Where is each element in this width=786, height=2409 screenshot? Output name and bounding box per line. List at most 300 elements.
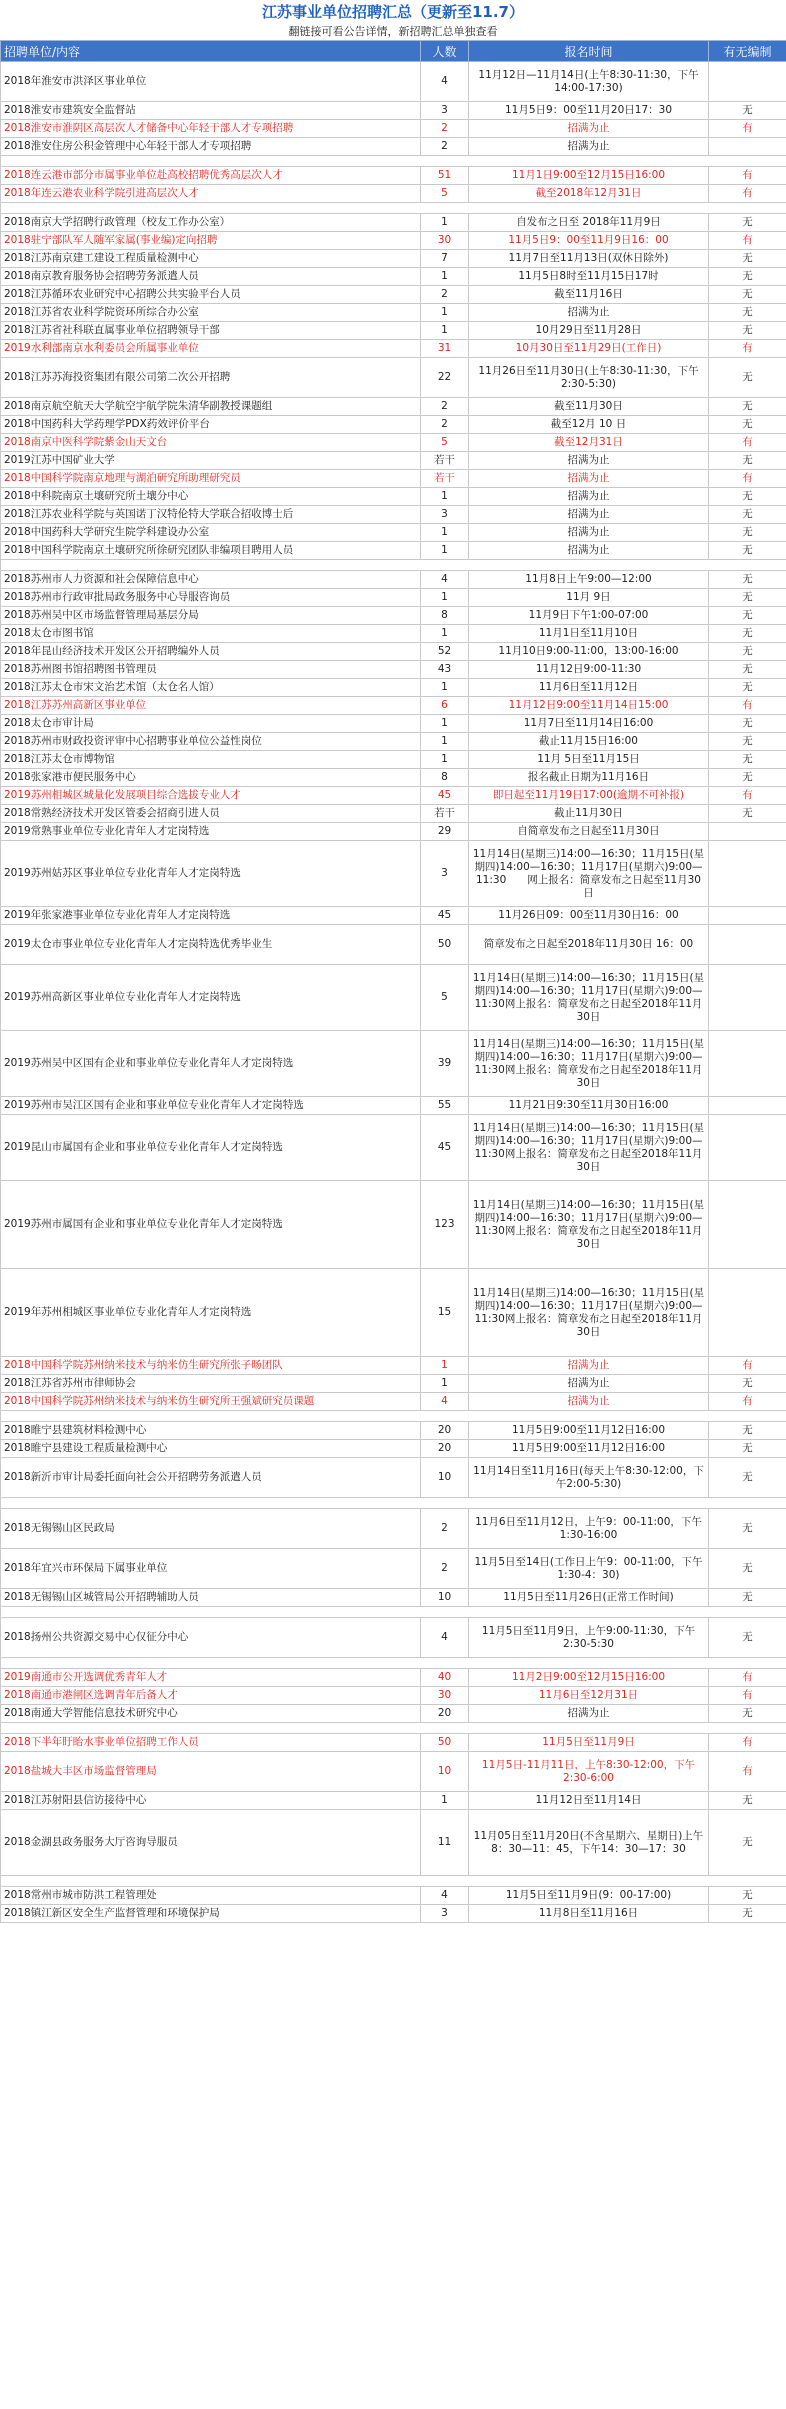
table-row: [1, 524, 786, 542]
table-row: [1, 1887, 786, 1905]
cell-bianzhi: 无: [709, 1792, 786, 1810]
cell-bianzhi: 无: [709, 452, 786, 470]
cell-time: 招满为止: [469, 1375, 709, 1393]
cell-time: 11月1日至11月10日: [469, 625, 709, 643]
table-row: [1, 787, 786, 805]
table-row: [1, 1705, 786, 1723]
cell-count: 1: [421, 304, 469, 322]
cell-bianzhi: 有: [709, 1687, 786, 1705]
cell-time: 11月 5日至11月15日: [469, 751, 709, 769]
table-body: [1, 62, 786, 1923]
cell-unit: 2018扬州公共资源交易中心仅征分中心: [1, 1618, 421, 1658]
cell-count: 1: [421, 524, 469, 542]
cell-time: 招满为止: [469, 452, 709, 470]
cell-count: 10: [421, 1589, 469, 1607]
table-row: [1, 769, 786, 787]
cell-count: 5: [421, 185, 469, 203]
cell-time: 11月8日上午9:00—12:00: [469, 571, 709, 589]
cell-unit: 2019苏州高新区事业单位专业化青年人才定岗特选: [1, 965, 421, 1031]
cell-bianzhi: 无: [709, 214, 786, 232]
cell-count: 1: [421, 214, 469, 232]
table-row: [1, 1440, 786, 1458]
cell-bianzhi: [709, 965, 786, 1031]
cell-time: 11月9日下午1:00-07:00: [469, 607, 709, 625]
table-header-row: [1, 41, 786, 62]
cell-bianzhi: 无: [709, 250, 786, 268]
cell-bianzhi: 无: [709, 1810, 786, 1876]
cell-bianzhi: 有: [709, 697, 786, 715]
cell-count: 43: [421, 661, 469, 679]
cell-bianzhi: 无: [709, 607, 786, 625]
cell-time: 11月26日09：00至11月30日16：00: [469, 907, 709, 925]
table-row: [1, 488, 786, 506]
separator-cell: [1, 1607, 786, 1618]
cell-count: 若干: [421, 805, 469, 823]
cell-unit: 2018镇江新区安全生产监督管理和环境保护局: [1, 1905, 421, 1923]
cell-time: 招满为止: [469, 138, 709, 156]
cell-count: 2: [421, 1549, 469, 1589]
cell-unit: 2018江苏省农业科学院资环所综合办公室: [1, 304, 421, 322]
cell-bianzhi: 无: [709, 625, 786, 643]
cell-time: 招满为止: [469, 120, 709, 138]
cell-count: 55: [421, 1097, 469, 1115]
cell-count: 3: [421, 102, 469, 120]
cell-count: 4: [421, 62, 469, 102]
cell-unit: 2018江苏省社科联直属事业单位招聘领导干部: [1, 322, 421, 340]
cell-bianzhi: [709, 841, 786, 907]
cell-count: 7: [421, 250, 469, 268]
cell-time: 11月5日至14日(工作日上午9：00-11:00，下午1:30-4：30): [469, 1549, 709, 1589]
cell-unit: 2018下半年盱眙水事业单位招聘工作人员: [1, 1734, 421, 1752]
cell-bianzhi: 无: [709, 1618, 786, 1658]
cell-unit: 2018中国科学院苏州纳米技术与纳米仿生研究所王强斌研究员课题: [1, 1393, 421, 1411]
cell-count: 2: [421, 286, 469, 304]
cell-unit: 2018中国药科大学研究生院学科建设办公室: [1, 524, 421, 542]
cell-count: 123: [421, 1181, 469, 1269]
cell-time: 11月14日至11月16日(每天上午8:30-12:00，下午2:00-5:30): [469, 1458, 709, 1498]
table-row: [1, 232, 786, 250]
separator-cell: [1, 203, 786, 214]
cell-bianzhi: 无: [709, 102, 786, 120]
separator-cell: [1, 1723, 786, 1734]
table-row: [1, 1115, 786, 1181]
cell-bianzhi: 有: [709, 232, 786, 250]
cell-bianzhi: 无: [709, 715, 786, 733]
cell-bianzhi: 有: [709, 1393, 786, 1411]
table-row: [1, 322, 786, 340]
table-row: [1, 250, 786, 268]
table-row: [1, 1375, 786, 1393]
cell-count: 51: [421, 167, 469, 185]
cell-count: 1: [421, 1357, 469, 1375]
cell-unit: 2018太仓市图书馆: [1, 625, 421, 643]
table-separator-row: [1, 1498, 786, 1509]
cell-unit: 2018江苏南京建工建设工程质量检测中心: [1, 250, 421, 268]
cell-unit: 2018江苏太仓市宋文治艺术馆（太仓名人馆）: [1, 679, 421, 697]
cell-unit: 2019苏州相城区城量化发展项目综合选拔专业人才: [1, 787, 421, 805]
separator-cell: [1, 156, 786, 167]
cell-time: 招满为止: [469, 1393, 709, 1411]
table-row: [1, 542, 786, 560]
cell-unit: 2018南京教育服务协会招聘劳务派遣人员: [1, 268, 421, 286]
table-row: [1, 268, 786, 286]
table-row: [1, 506, 786, 524]
cell-time: 11月6日至11月12日，上午9：00-11:00，下午1:30-16:00: [469, 1509, 709, 1549]
cell-count: 1: [421, 542, 469, 560]
table-row: [1, 1181, 786, 1269]
separator-cell: [1, 1658, 786, 1669]
cell-unit: 2018苏州吴中区市场监督管理局基层分局: [1, 607, 421, 625]
cell-bianzhi: 无: [709, 643, 786, 661]
cell-bianzhi: 无: [709, 268, 786, 286]
cell-time: 11月5日-11月11日，上午8:30-12:00，下午2:30-6:00: [469, 1752, 709, 1792]
cell-time: 11月10日9:00-11:00，13:00-16:00: [469, 643, 709, 661]
cell-time: 招满为止: [469, 304, 709, 322]
cell-time: 截至11月30日: [469, 398, 709, 416]
cell-bianzhi: 无: [709, 1887, 786, 1905]
cell-bianzhi: [709, 823, 786, 841]
table-row: [1, 1269, 786, 1357]
cell-count: 1: [421, 715, 469, 733]
recruitment-table: [0, 40, 786, 1923]
column-header-unit: 招聘单位/内容: [1, 41, 421, 62]
cell-bianzhi: [709, 1269, 786, 1357]
cell-time: 报名截止日期为11月16日: [469, 769, 709, 787]
cell-count: 3: [421, 841, 469, 907]
cell-count: 39: [421, 1031, 469, 1097]
cell-unit: 2019江苏中国矿业大学: [1, 452, 421, 470]
table-row: [1, 1734, 786, 1752]
cell-count: 1: [421, 1375, 469, 1393]
table-row: [1, 214, 786, 232]
table-row: [1, 1458, 786, 1498]
cell-unit: 2018常熟经济技术开发区管委会招商引进人员: [1, 805, 421, 823]
cell-time: 11月5日至11月9日，上午9:00-11:30，下午2:30-5:30: [469, 1618, 709, 1658]
cell-count: 40: [421, 1669, 469, 1687]
column-header-time: 报名时间: [469, 41, 709, 62]
table-row: [1, 1589, 786, 1607]
cell-time: 招满为止: [469, 488, 709, 506]
cell-unit: 2018苏州市人力资源和社会保障信息中心: [1, 571, 421, 589]
table-row: [1, 1687, 786, 1705]
cell-bianzhi: [709, 1181, 786, 1269]
cell-count: 1: [421, 1792, 469, 1810]
cell-unit: 2019苏州姑苏区事业单位专业化青年人才定岗特选: [1, 841, 421, 907]
cell-unit: 2019苏州吴中区国有企业和事业单位专业化青年人才定岗特选: [1, 1031, 421, 1097]
table-row: [1, 1509, 786, 1549]
cell-count: 2: [421, 398, 469, 416]
cell-time: 即日起至11月19日17:00(逾期不可补报): [469, 787, 709, 805]
cell-time: 11月5日至11月26日(正常工作时间): [469, 1589, 709, 1607]
table-row: [1, 715, 786, 733]
cell-time: 截至2018年12月31日: [469, 185, 709, 203]
cell-unit: 2018江苏射阳县信访接待中心: [1, 1792, 421, 1810]
cell-time: 11月5日8时至11月15日17时: [469, 268, 709, 286]
table-row: [1, 1810, 786, 1876]
cell-time: 11月14日(星期三)14:00—16:30；11月15日(星期四)14:00—16:30；11月17日(星期六)9:00—11:30网上报名：简章发布之日起至2018年11月30日: [469, 1115, 709, 1181]
cell-unit: 2018南京航空航天大学航空宇航学院朱清华副教授课题组: [1, 398, 421, 416]
cell-count: 2: [421, 120, 469, 138]
cell-time: 11月5日9:00至11月12日16:00: [469, 1440, 709, 1458]
cell-bianzhi: 无: [709, 751, 786, 769]
table-separator-row: [1, 203, 786, 214]
cell-count: 若干: [421, 452, 469, 470]
cell-unit: 2019南通市公开选调优秀青年人才: [1, 1669, 421, 1687]
table-separator-row: [1, 1876, 786, 1887]
cell-time: 11月7日至11月14日16:00: [469, 715, 709, 733]
cell-unit: 2018江苏农业科学院与英国诺丁汉特伦特大学联合招收博士后: [1, 506, 421, 524]
cell-bianzhi: 有: [709, 1669, 786, 1687]
separator-cell: [1, 1411, 786, 1422]
cell-time: 招满为止: [469, 1705, 709, 1723]
cell-unit: 2018中国科学院苏州纳米技术与纳米仿生研究所张子旸团队: [1, 1357, 421, 1375]
table-row: [1, 1549, 786, 1589]
cell-bianzhi: 无: [709, 416, 786, 434]
cell-count: 1: [421, 679, 469, 697]
table-row: [1, 358, 786, 398]
cell-bianzhi: 无: [709, 1422, 786, 1440]
cell-time: 10月29日至11月28日: [469, 322, 709, 340]
cell-bianzhi: 有: [709, 1752, 786, 1792]
table-row: [1, 625, 786, 643]
table-row: [1, 643, 786, 661]
cell-time: 11月12日—11月14日(上午8:30-11:30，下午14:00-17:30): [469, 62, 709, 102]
cell-time: 11月8日至11月16日: [469, 1905, 709, 1923]
cell-count: 20: [421, 1440, 469, 1458]
cell-time: 11月6日至12月31日: [469, 1687, 709, 1705]
cell-count: 5: [421, 434, 469, 452]
cell-count: 50: [421, 1734, 469, 1752]
table-separator-row: [1, 1411, 786, 1422]
table-row: [1, 571, 786, 589]
page-title: 江苏事业单位招聘汇总（更新至11.7）: [261, 3, 524, 21]
table-row: [1, 1752, 786, 1792]
separator-cell: [1, 1876, 786, 1887]
cell-time: 截止11月15日16:00: [469, 733, 709, 751]
table-row: [1, 167, 786, 185]
cell-unit: 2018苏州图书馆招聘图书管理员: [1, 661, 421, 679]
cell-unit: 2019年苏州相城区事业单位专业化青年人才定岗特选: [1, 1269, 421, 1357]
cell-time: 自发布之日至 2018年11月9日: [469, 214, 709, 232]
cell-time: 招满为止: [469, 470, 709, 488]
table-row: [1, 805, 786, 823]
cell-bianzhi: 无: [709, 589, 786, 607]
separator-cell: [1, 1498, 786, 1509]
cell-time: 11月5日9：00至11月20日17：30: [469, 102, 709, 120]
cell-time: 招满为止: [469, 524, 709, 542]
cell-time: 11月14日(星期三)14:00—16:30；11月15日(星期四)14:00—16:30；11月17日(星期六)9:00—11:30网上报名：简章发布之日起至2018年11月30日: [469, 1031, 709, 1097]
cell-count: 1: [421, 625, 469, 643]
cell-count: 6: [421, 697, 469, 715]
table-row: [1, 1357, 786, 1375]
cell-unit: 2018中国科学院南京土壤研究所徐研究团队非编项目聘用人员: [1, 542, 421, 560]
table-row: [1, 589, 786, 607]
cell-unit: 2018江苏苏海投资集团有限公司第二次公开招聘: [1, 358, 421, 398]
column-header-count: 人数: [421, 41, 469, 62]
cell-bianzhi: [709, 1097, 786, 1115]
table-row: [1, 452, 786, 470]
table-row: [1, 607, 786, 625]
cell-unit: 2018南通大学智能信息技术研究中心: [1, 1705, 421, 1723]
cell-time: 11月5日9:00至11月12日16:00: [469, 1422, 709, 1440]
cell-unit: 2018张家港市便民服务中心: [1, 769, 421, 787]
cell-bianzhi: 无: [709, 805, 786, 823]
cell-unit: 2018中科院南京土壤研究所土壤分中心: [1, 488, 421, 506]
cell-time: 11月5日9：00至11月9日16：00: [469, 232, 709, 250]
table-row: [1, 1393, 786, 1411]
cell-count: 2: [421, 1509, 469, 1549]
table-row: [1, 907, 786, 925]
cell-time: 11月 9日: [469, 589, 709, 607]
cell-time: 11月6日至11月12日: [469, 679, 709, 697]
cell-bianzhi: 有: [709, 120, 786, 138]
cell-bianzhi: 无: [709, 679, 786, 697]
cell-bianzhi: [709, 925, 786, 965]
cell-count: 22: [421, 358, 469, 398]
cell-time: 招满为止: [469, 506, 709, 524]
table-row: [1, 398, 786, 416]
cell-count: 若干: [421, 470, 469, 488]
table-row: [1, 102, 786, 120]
cell-count: 3: [421, 506, 469, 524]
table-row: [1, 751, 786, 769]
cell-time: 11月2日9:00至12月15日16:00: [469, 1669, 709, 1687]
cell-count: 1: [421, 733, 469, 751]
cell-unit: 2018苏州市财政投资评审中心招聘事业单位公益性岗位: [1, 733, 421, 751]
table-row: [1, 1792, 786, 1810]
table-row: [1, 1618, 786, 1658]
cell-unit: 2018睢宁县建设工程质量检测中心: [1, 1440, 421, 1458]
cell-time: 自简章发布之日起至11月30日: [469, 823, 709, 841]
cell-bianzhi: 有: [709, 340, 786, 358]
cell-unit: 2018江苏太仓市博物馆: [1, 751, 421, 769]
cell-count: 1: [421, 589, 469, 607]
cell-unit: 2019常熟事业单位专业化青年人才定岗特选: [1, 823, 421, 841]
cell-time: 11月5日至11月9日: [469, 1734, 709, 1752]
cell-unit: 2019昆山市属国有企业和事业单位专业化青年人才定岗特选: [1, 1115, 421, 1181]
cell-count: 5: [421, 965, 469, 1031]
cell-count: 29: [421, 823, 469, 841]
table-row: [1, 965, 786, 1031]
cell-bianzhi: 有: [709, 167, 786, 185]
cell-unit: 2018新沂市审计局委托面向社会公开招聘劳务派遣人员: [1, 1458, 421, 1498]
cell-bianzhi: 有: [709, 185, 786, 203]
cell-time: 截至12月 10 日: [469, 416, 709, 434]
cell-time: 截止11月30日: [469, 805, 709, 823]
cell-bianzhi: 无: [709, 398, 786, 416]
cell-bianzhi: 有: [709, 1357, 786, 1375]
cell-time: 11月14日(星期三)14:00—16:30；11月15日(星期四)14:00—16:30；11月17日(星期六)9:00—11:30 网上报名：简章发布之日起至11月30日: [469, 841, 709, 907]
cell-count: 3: [421, 1905, 469, 1923]
cell-unit: 2018淮安市建筑安全监督站: [1, 102, 421, 120]
cell-count: 45: [421, 787, 469, 805]
table-separator-row: [1, 1607, 786, 1618]
cell-count: 4: [421, 571, 469, 589]
cell-count: 4: [421, 1393, 469, 1411]
cell-unit: 2018常州市城市防洪工程管理处: [1, 1887, 421, 1905]
cell-bianzhi: 无: [709, 1440, 786, 1458]
table-row: [1, 416, 786, 434]
cell-count: 4: [421, 1618, 469, 1658]
cell-time: 截至11月16日: [469, 286, 709, 304]
cell-unit: 2018金湖县政务服务大厅咨询导服员: [1, 1810, 421, 1876]
cell-time: 简章发布之日起至2018年11月30日 16：00: [469, 925, 709, 965]
table-row: [1, 304, 786, 322]
cell-unit: 2018年宜兴市环保局下属事业单位: [1, 1549, 421, 1589]
cell-bianzhi: 无: [709, 733, 786, 751]
cell-bianzhi: 无: [709, 1549, 786, 1589]
cell-unit: 2018年连云港农业科学院引进高层次人才: [1, 185, 421, 203]
cell-bianzhi: 有: [709, 787, 786, 805]
table-separator-row: [1, 156, 786, 167]
table-separator-row: [1, 1723, 786, 1734]
table-row: [1, 1422, 786, 1440]
cell-unit: 2018南京大学招聘行政管理（校友工作办公室）: [1, 214, 421, 232]
cell-count: 10: [421, 1458, 469, 1498]
cell-count: 8: [421, 769, 469, 787]
cell-unit: 2018年昆山经济技术开发区公开招聘编外人员: [1, 643, 421, 661]
table-separator-row: [1, 560, 786, 571]
cell-count: 1: [421, 322, 469, 340]
table-row: [1, 470, 786, 488]
table-row: [1, 661, 786, 679]
cell-count: 15: [421, 1269, 469, 1357]
cell-unit: 2018淮安市淮阴区高层次人才储备中心年轻干部人才专项招聘: [1, 120, 421, 138]
cell-bianzhi: 无: [709, 358, 786, 398]
cell-unit: 2018无锡锡山区民政局: [1, 1509, 421, 1549]
cell-count: 1: [421, 751, 469, 769]
cell-unit: 2018驻宁部队军人随军家属(事业编)定向招聘: [1, 232, 421, 250]
cell-time: 11月12日9:00-11:30: [469, 661, 709, 679]
table-row: [1, 286, 786, 304]
cell-unit: 2018年淮安市洪泽区事业单位: [1, 62, 421, 102]
table-row: [1, 1905, 786, 1923]
table-row: [1, 925, 786, 965]
cell-bianzhi: 无: [709, 506, 786, 524]
cell-unit: 2018南京中医科学院紫金山天文台: [1, 434, 421, 452]
table-row: [1, 1669, 786, 1687]
cell-bianzhi: [709, 907, 786, 925]
cell-unit: 2019苏州市属国有企业和事业单位专业化青年人才定岗特选: [1, 1181, 421, 1269]
table-separator-row: [1, 1658, 786, 1669]
cell-time: 11月14日(星期三)14:00—16:30；11月15日(星期四)14:00—16:30；11月17日(星期六)9:00—11:30网上报名：简章发布之日起至2018年11月30日: [469, 965, 709, 1031]
cell-bianzhi: 无: [709, 571, 786, 589]
page-subtitle: 翻链接可看公告详情，新招聘汇总单独查看: [288, 25, 498, 38]
cell-count: 2: [421, 416, 469, 434]
cell-bianzhi: 无: [709, 1375, 786, 1393]
cell-unit: 2018江苏苏州高新区事业单位: [1, 697, 421, 715]
cell-time: 11月21日9:30至11月30日16:00: [469, 1097, 709, 1115]
cell-bianzhi: 无: [709, 1905, 786, 1923]
cell-count: 52: [421, 643, 469, 661]
cell-count: 10: [421, 1752, 469, 1792]
cell-unit: 2018连云港市部分市属事业单位赴高校招聘优秀高层次人才: [1, 167, 421, 185]
cell-count: 45: [421, 907, 469, 925]
cell-bianzhi: 无: [709, 769, 786, 787]
cell-bianzhi: 有: [709, 434, 786, 452]
cell-count: 2: [421, 138, 469, 156]
cell-time: 11月14日(星期三)14:00—16:30；11月15日(星期四)14:00—16:30；11月17日(星期六)9:00—11:30网上报名：简章发布之日起至2018年11月30日: [469, 1181, 709, 1269]
cell-unit: 2018太仓市审计局: [1, 715, 421, 733]
cell-unit: 2018中国药科大学药理学PDX药效评价平台: [1, 416, 421, 434]
cell-count: 45: [421, 1115, 469, 1181]
table-row: [1, 185, 786, 203]
cell-bianzhi: [709, 1115, 786, 1181]
table-row: [1, 138, 786, 156]
cell-bianzhi: 无: [709, 1589, 786, 1607]
cell-bianzhi: 有: [709, 1734, 786, 1752]
table-row: [1, 1097, 786, 1115]
